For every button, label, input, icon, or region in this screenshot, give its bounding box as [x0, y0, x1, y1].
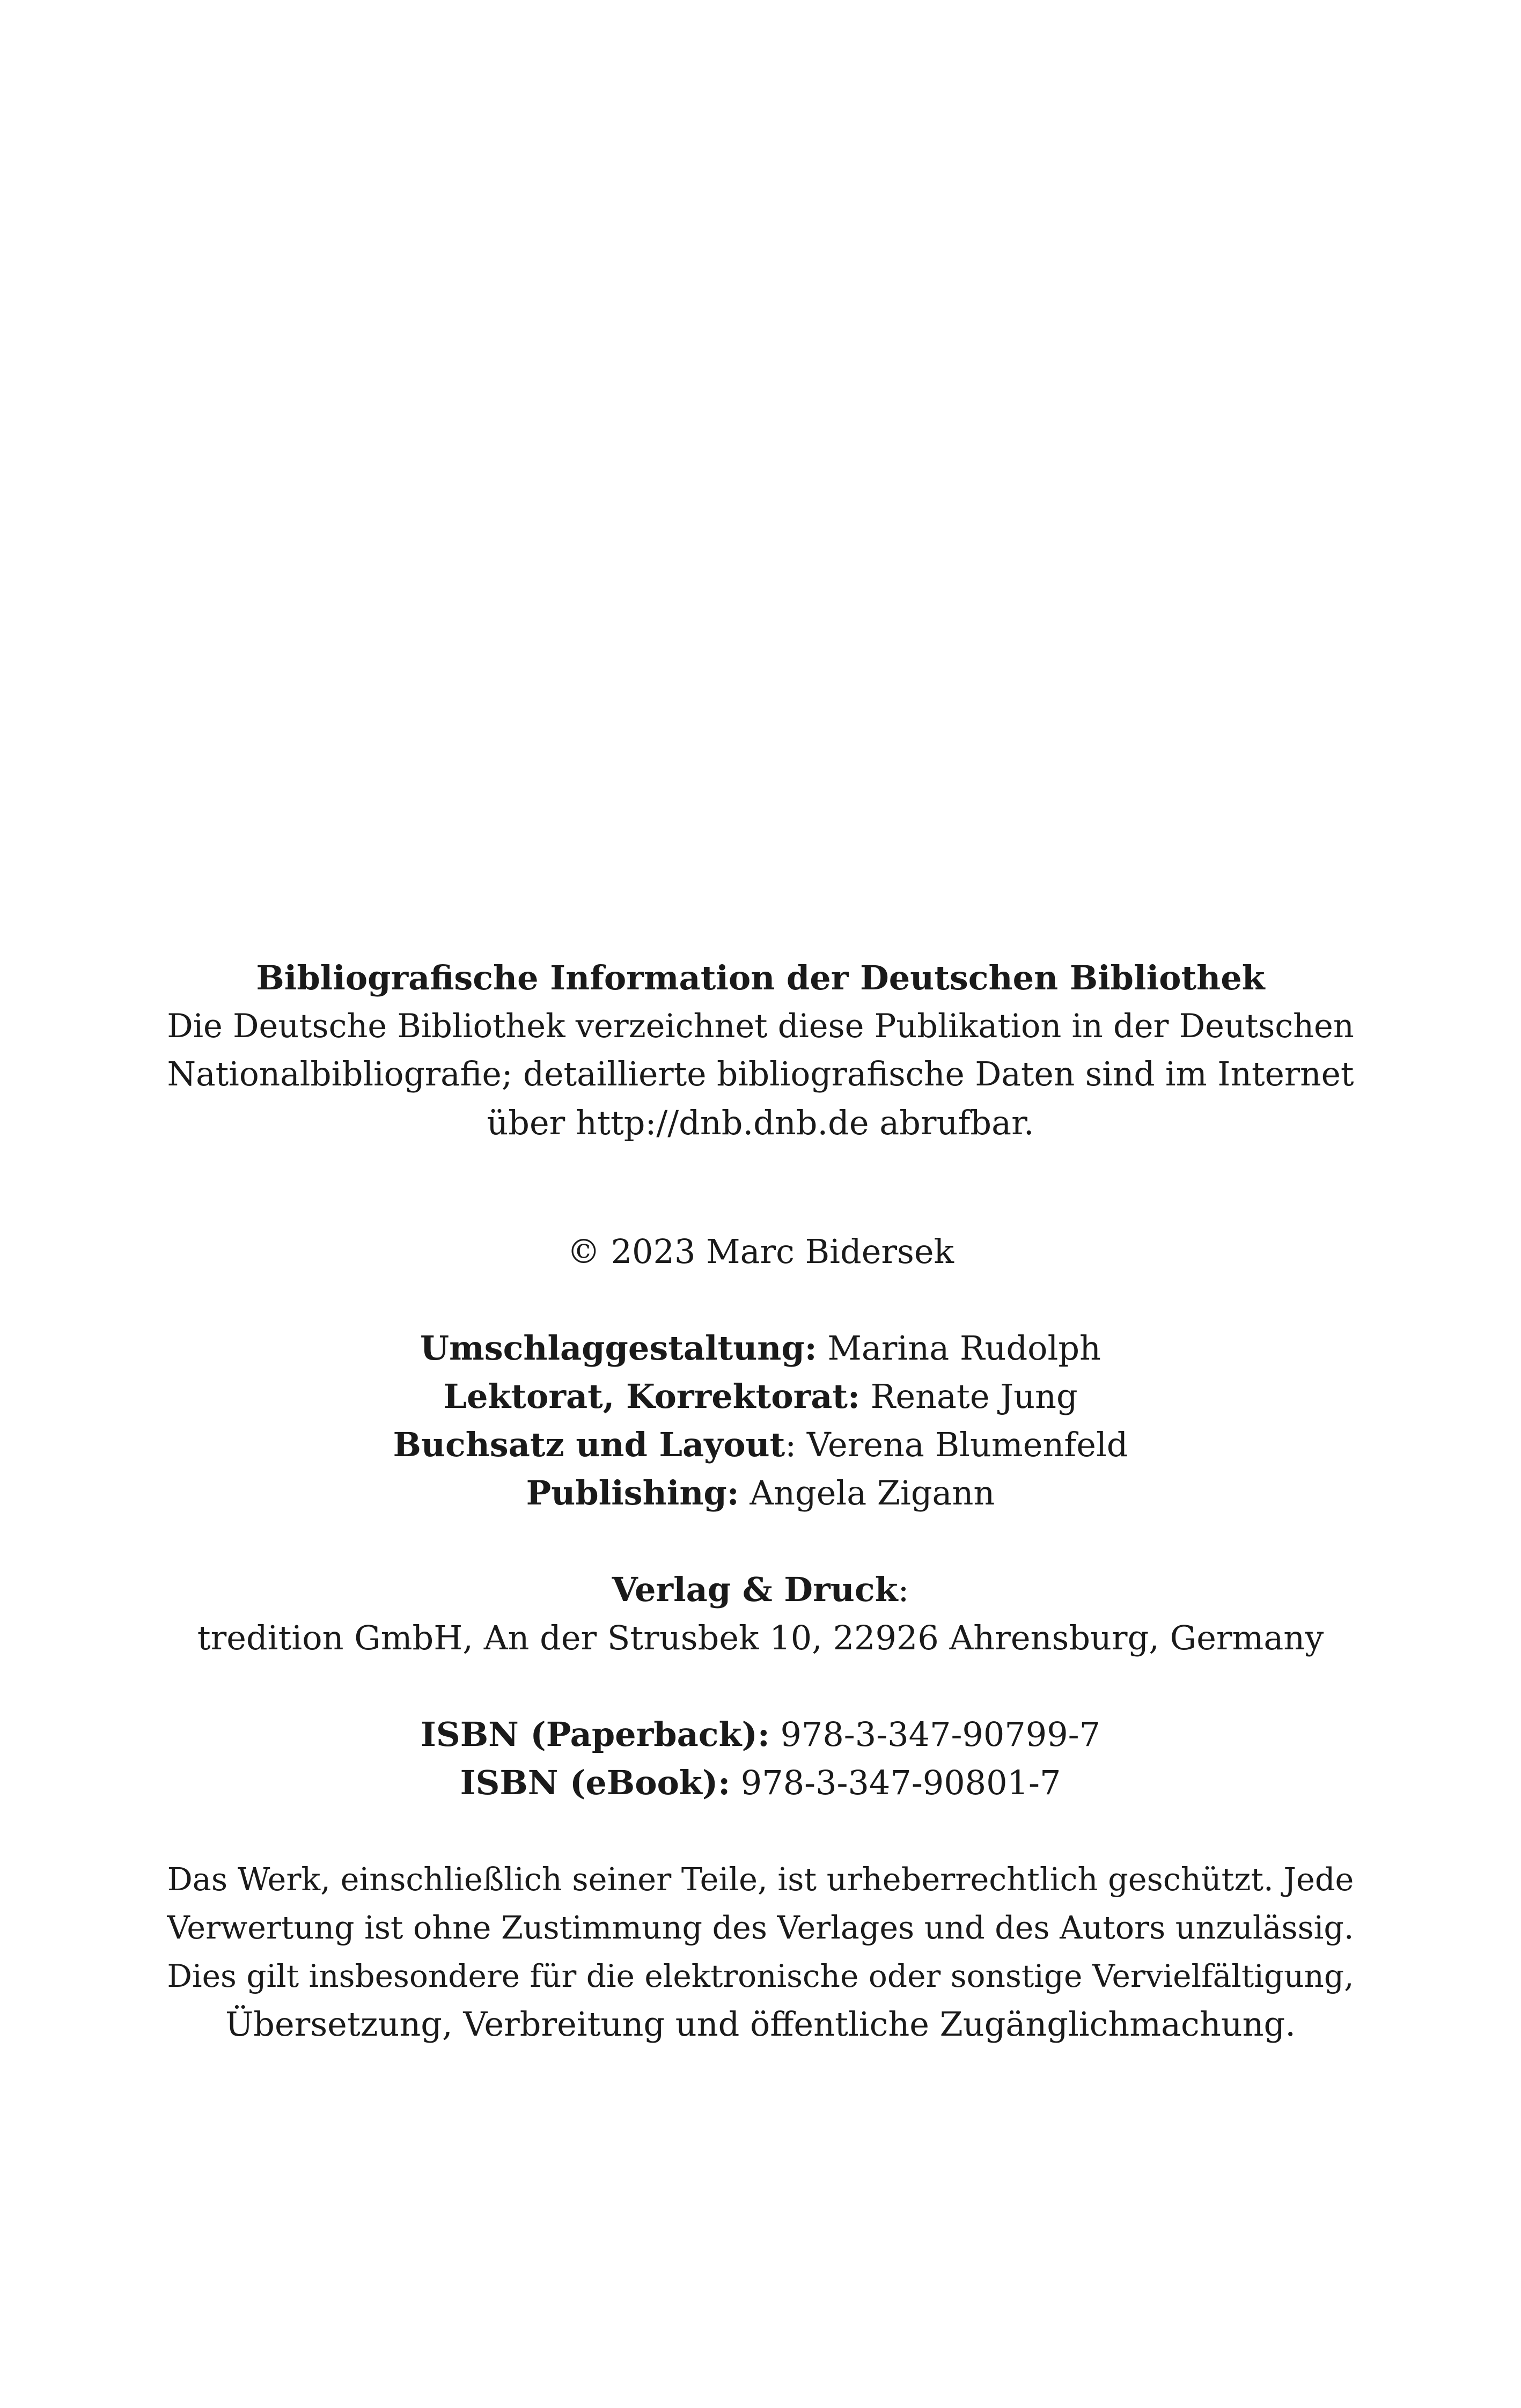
- credit-label: Publishing:: [526, 1473, 739, 1513]
- rights-notice: [161, 1855, 1360, 2049]
- publisher-separator: :: [898, 1570, 909, 1609]
- imprint-block: [161, 954, 1360, 2049]
- bibliographic-info: [161, 954, 1360, 1147]
- credit-label: Umschlaggestaltung:: [420, 1328, 817, 1368]
- credit-value: Renate Jung: [859, 1377, 1078, 1416]
- credit-cover-design: [161, 1324, 1360, 1372]
- credit-typesetting: [161, 1421, 1360, 1469]
- credits: [161, 1324, 1360, 1517]
- publisher-info: [161, 1566, 1360, 1662]
- isbn-ebook: [161, 1759, 1360, 1807]
- isbn-label: ISBN (eBook):: [460, 1763, 731, 1802]
- bibliographic-heading: Bibliografische Information der Deutschen Bibliothek: [256, 958, 1265, 997]
- credit-label: Lektorat, Korrektorat:: [443, 1377, 860, 1416]
- copyright-notice: [161, 1228, 1360, 1276]
- publisher-address: tredition GmbH, An der Strusbek 10, 22926 Ahrensburg, Germany: [197, 1618, 1324, 1657]
- isbn-value: 978-3-347-90799-7: [769, 1715, 1101, 1754]
- publisher-heading: [161, 1566, 1360, 1614]
- isbn-info: [161, 1710, 1360, 1807]
- rights-line: Übersetzung, Verbreitung und öffentliche Zugänglichmachung.: [225, 2005, 1296, 2044]
- credit-publishing: [161, 1469, 1360, 1517]
- credit-editing: [161, 1372, 1360, 1421]
- credit-value: Verena Blumenfeld: [796, 1425, 1128, 1464]
- rights-line: Verwertung ist ohne Zustimmung des Verlages und des Autors unzulässig.: [167, 1910, 1354, 1946]
- bibliographic-line: über http://dnb.dnb.de abrufbar.: [487, 1103, 1034, 1142]
- publisher-label: Verlag & Druck: [612, 1570, 898, 1609]
- copyright-line: © 2023 Marc Bidersek: [567, 1232, 954, 1271]
- bibliographic-line: Die Deutsche Bibliothek verzeichnet diese Publikation in der Deutschen: [167, 1008, 1354, 1045]
- isbn-label: ISBN (Paperback):: [420, 1715, 770, 1754]
- rights-line: Das Werk, einschließlich seiner Teile, ist urheberrechtlich geschützt. Jede: [167, 1861, 1354, 1898]
- credit-separator: :: [785, 1425, 797, 1464]
- credit-value: Marina Rudolph: [817, 1328, 1101, 1368]
- rights-line: Dies gilt insbesondere für die elektronische oder sonstige Vervielfältigung,: [167, 1958, 1354, 1994]
- isbn-paperback: [161, 1710, 1360, 1759]
- credit-label: Buchsatz und Layout: [393, 1425, 785, 1464]
- isbn-value: 978-3-347-90801-7: [730, 1763, 1061, 1802]
- credit-value: Angela Zigann: [739, 1473, 995, 1513]
- bibliographic-line: Nationalbibliografie; detaillierte bibliografische Daten sind im Internet: [167, 1055, 1354, 1093]
